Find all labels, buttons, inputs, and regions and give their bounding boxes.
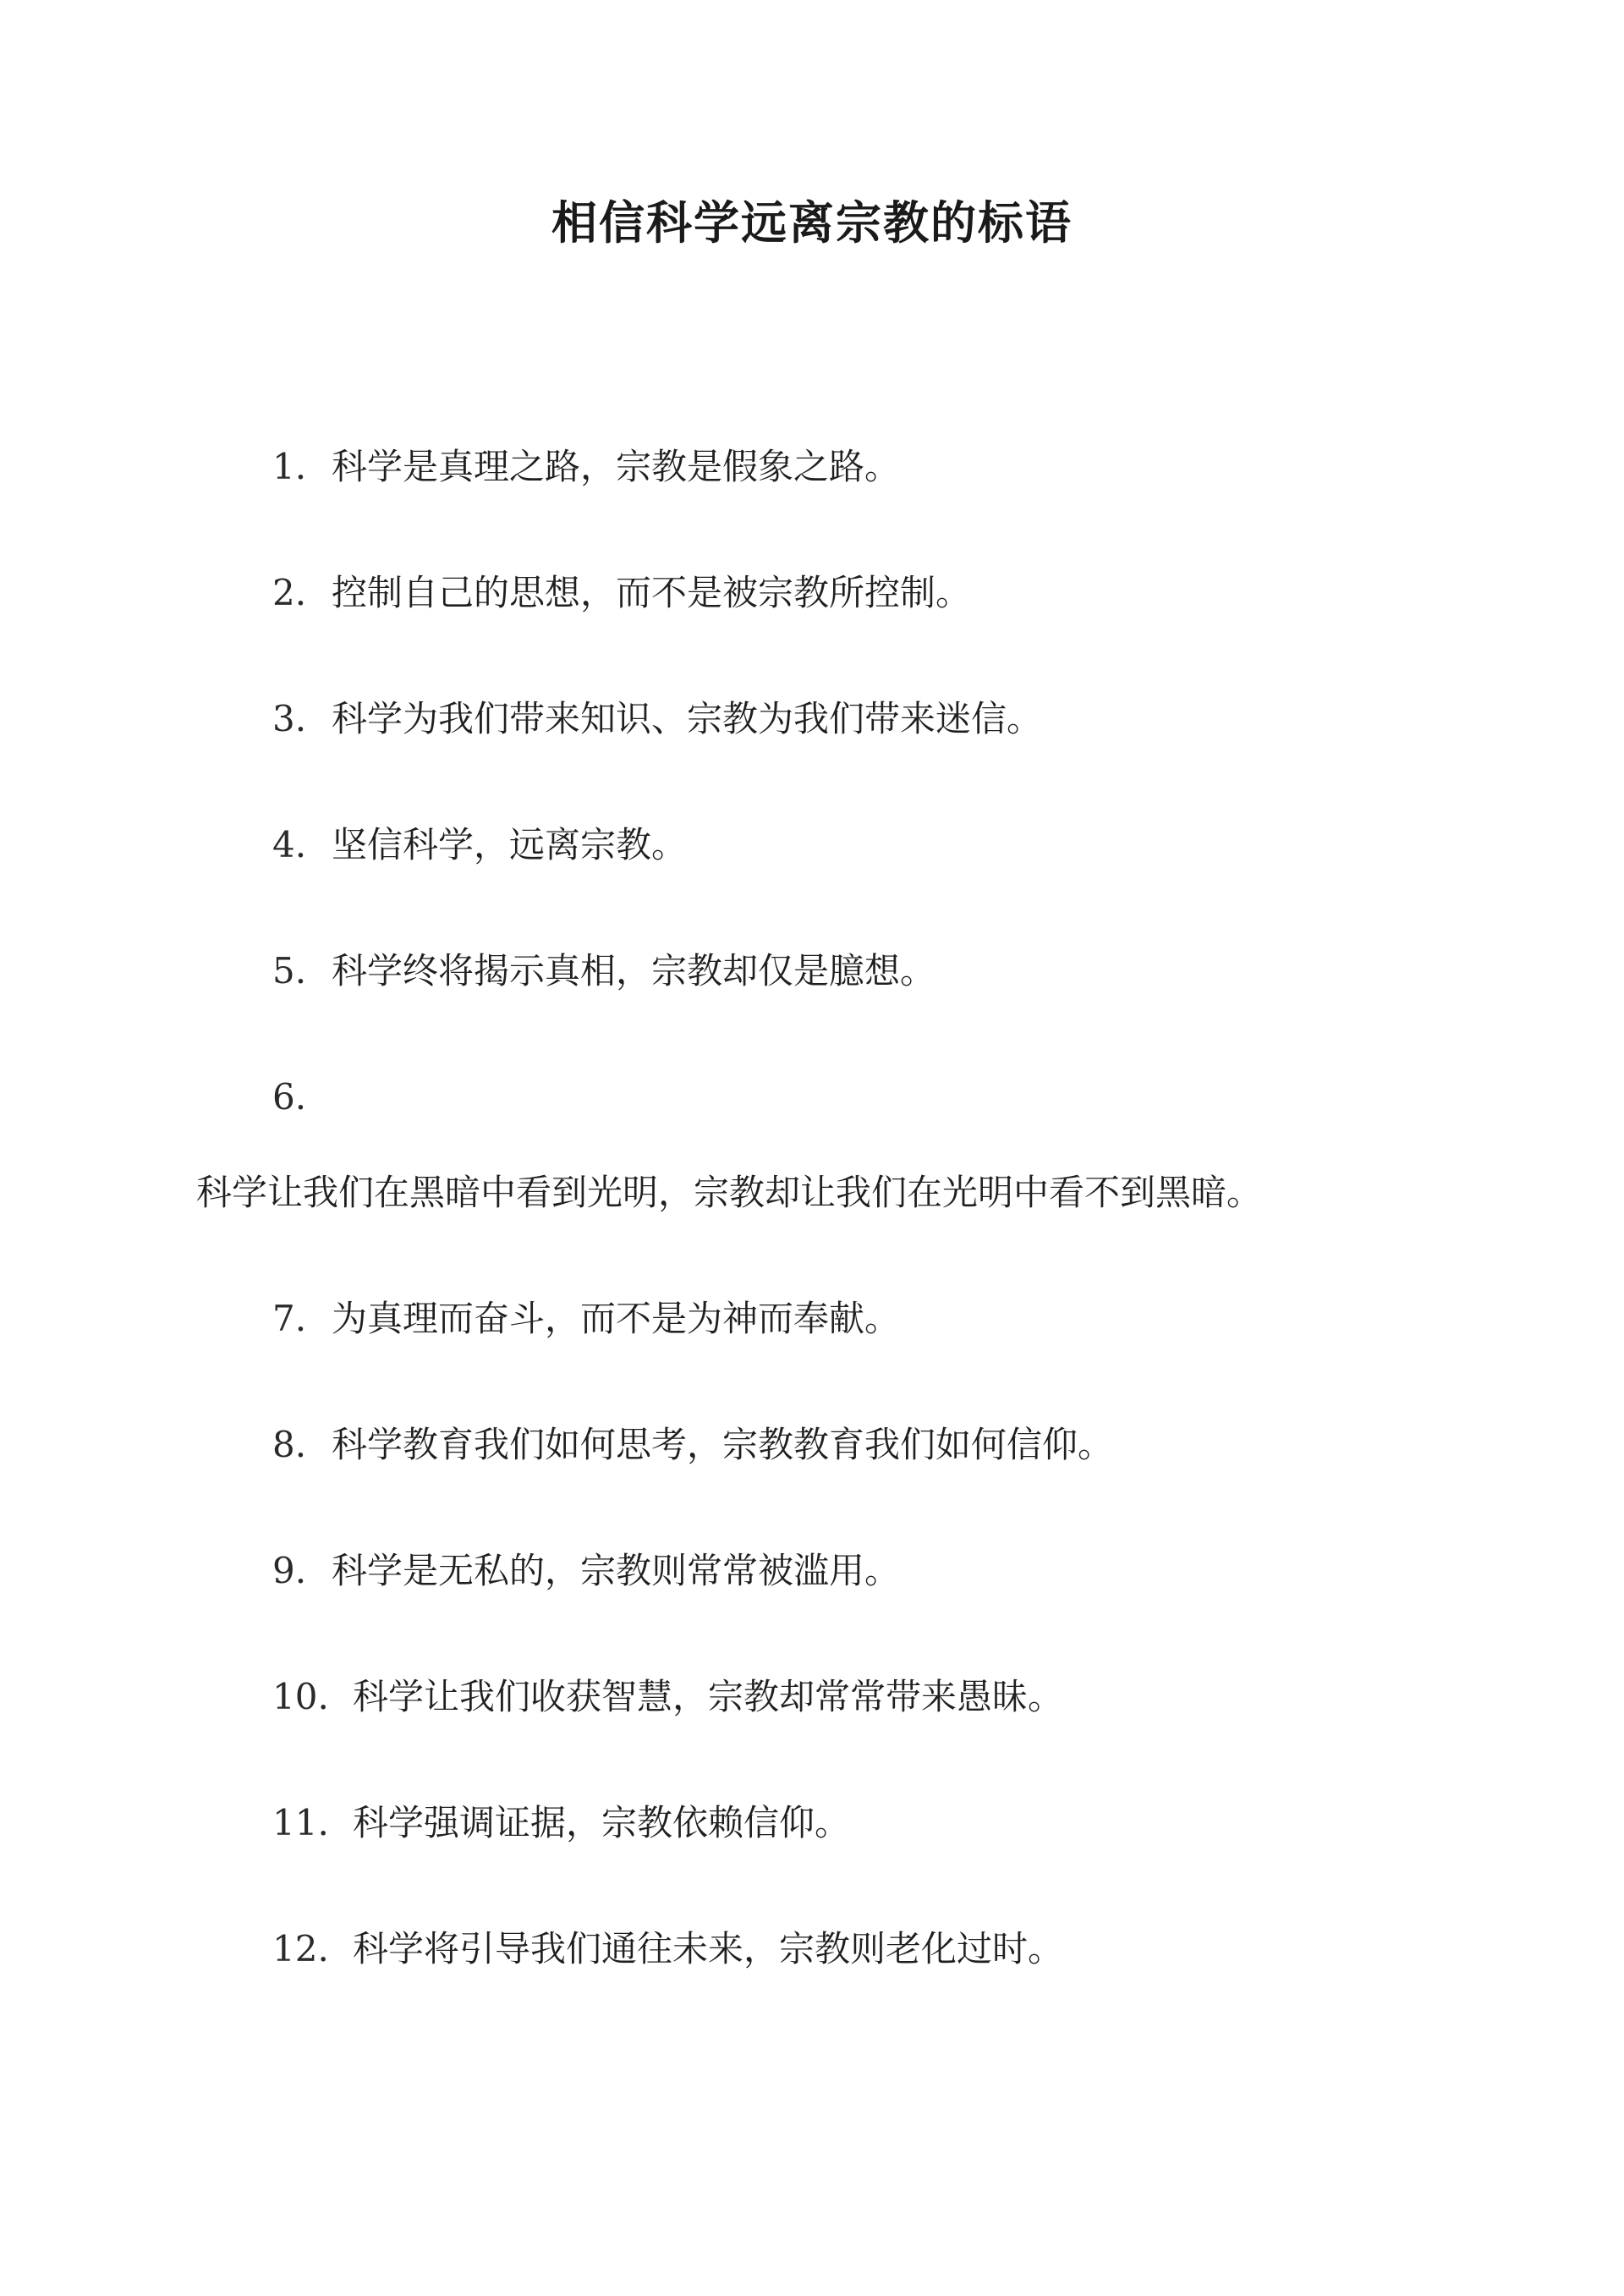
item-number: 11. (272, 1802, 329, 1843)
item-number: 10. (272, 1676, 329, 1717)
item-text: 科学将引导我们通往未来，宗教则老化过时。 (353, 1928, 1064, 1969)
list-item (272, 821, 687, 869)
list-item (272, 1547, 900, 1595)
item-text: 科学强调证据，宗教依赖信仰。 (353, 1802, 851, 1843)
document-title: 相信科学远离宗教的标语 (551, 195, 1073, 250)
item-text: 科学终将揭示真相，宗教却仅是臆想。 (332, 950, 936, 991)
item-text: 科学是真理之路，宗教是假象之路。 (332, 446, 901, 487)
item-number: 8. (272, 1424, 307, 1465)
item-text: 科学是无私的，宗教则常常被滥用。 (332, 1550, 901, 1591)
item-number: 7. (272, 1298, 307, 1339)
item-text: 科学让我们收获智慧，宗教却常常带来愚昧。 (353, 1676, 1064, 1717)
item-number: 1. (272, 446, 307, 487)
item-text: 控制自己的思想，而不是被宗教所控制。 (332, 572, 972, 613)
item-text: 为真理而奋斗，而不是为神而奉献。 (332, 1298, 901, 1339)
list-item (272, 1673, 1063, 1721)
item-number: 4. (272, 824, 307, 865)
item-text: 科学教育我们如何思考，宗教教育我们如何信仰。 (332, 1424, 1114, 1465)
item-text: 科学让我们在黑暗中看到光明，宗教却让我们在光明中看不到黑暗。 (196, 1172, 1263, 1213)
list-item (272, 1421, 1113, 1469)
item-number: 3. (272, 698, 307, 739)
list-item (272, 569, 971, 617)
list-item (272, 1799, 850, 1847)
item-number: 5. (272, 950, 307, 991)
list-item (272, 948, 935, 995)
item-text: 坚信科学，远离宗教。 (332, 824, 688, 865)
list-item (272, 1074, 332, 1121)
item-text: 科学为我们带来知识、宗教为我们带来迷信。 (332, 698, 1043, 739)
list-item (272, 1925, 1063, 1973)
item-number: 2. (272, 572, 307, 613)
list-item (272, 443, 900, 491)
item-number: 6. (272, 1076, 307, 1118)
list-item (272, 695, 1042, 743)
list-item (272, 1295, 900, 1343)
item-number: 12. (272, 1928, 329, 1969)
item-number: 9. (272, 1550, 307, 1591)
